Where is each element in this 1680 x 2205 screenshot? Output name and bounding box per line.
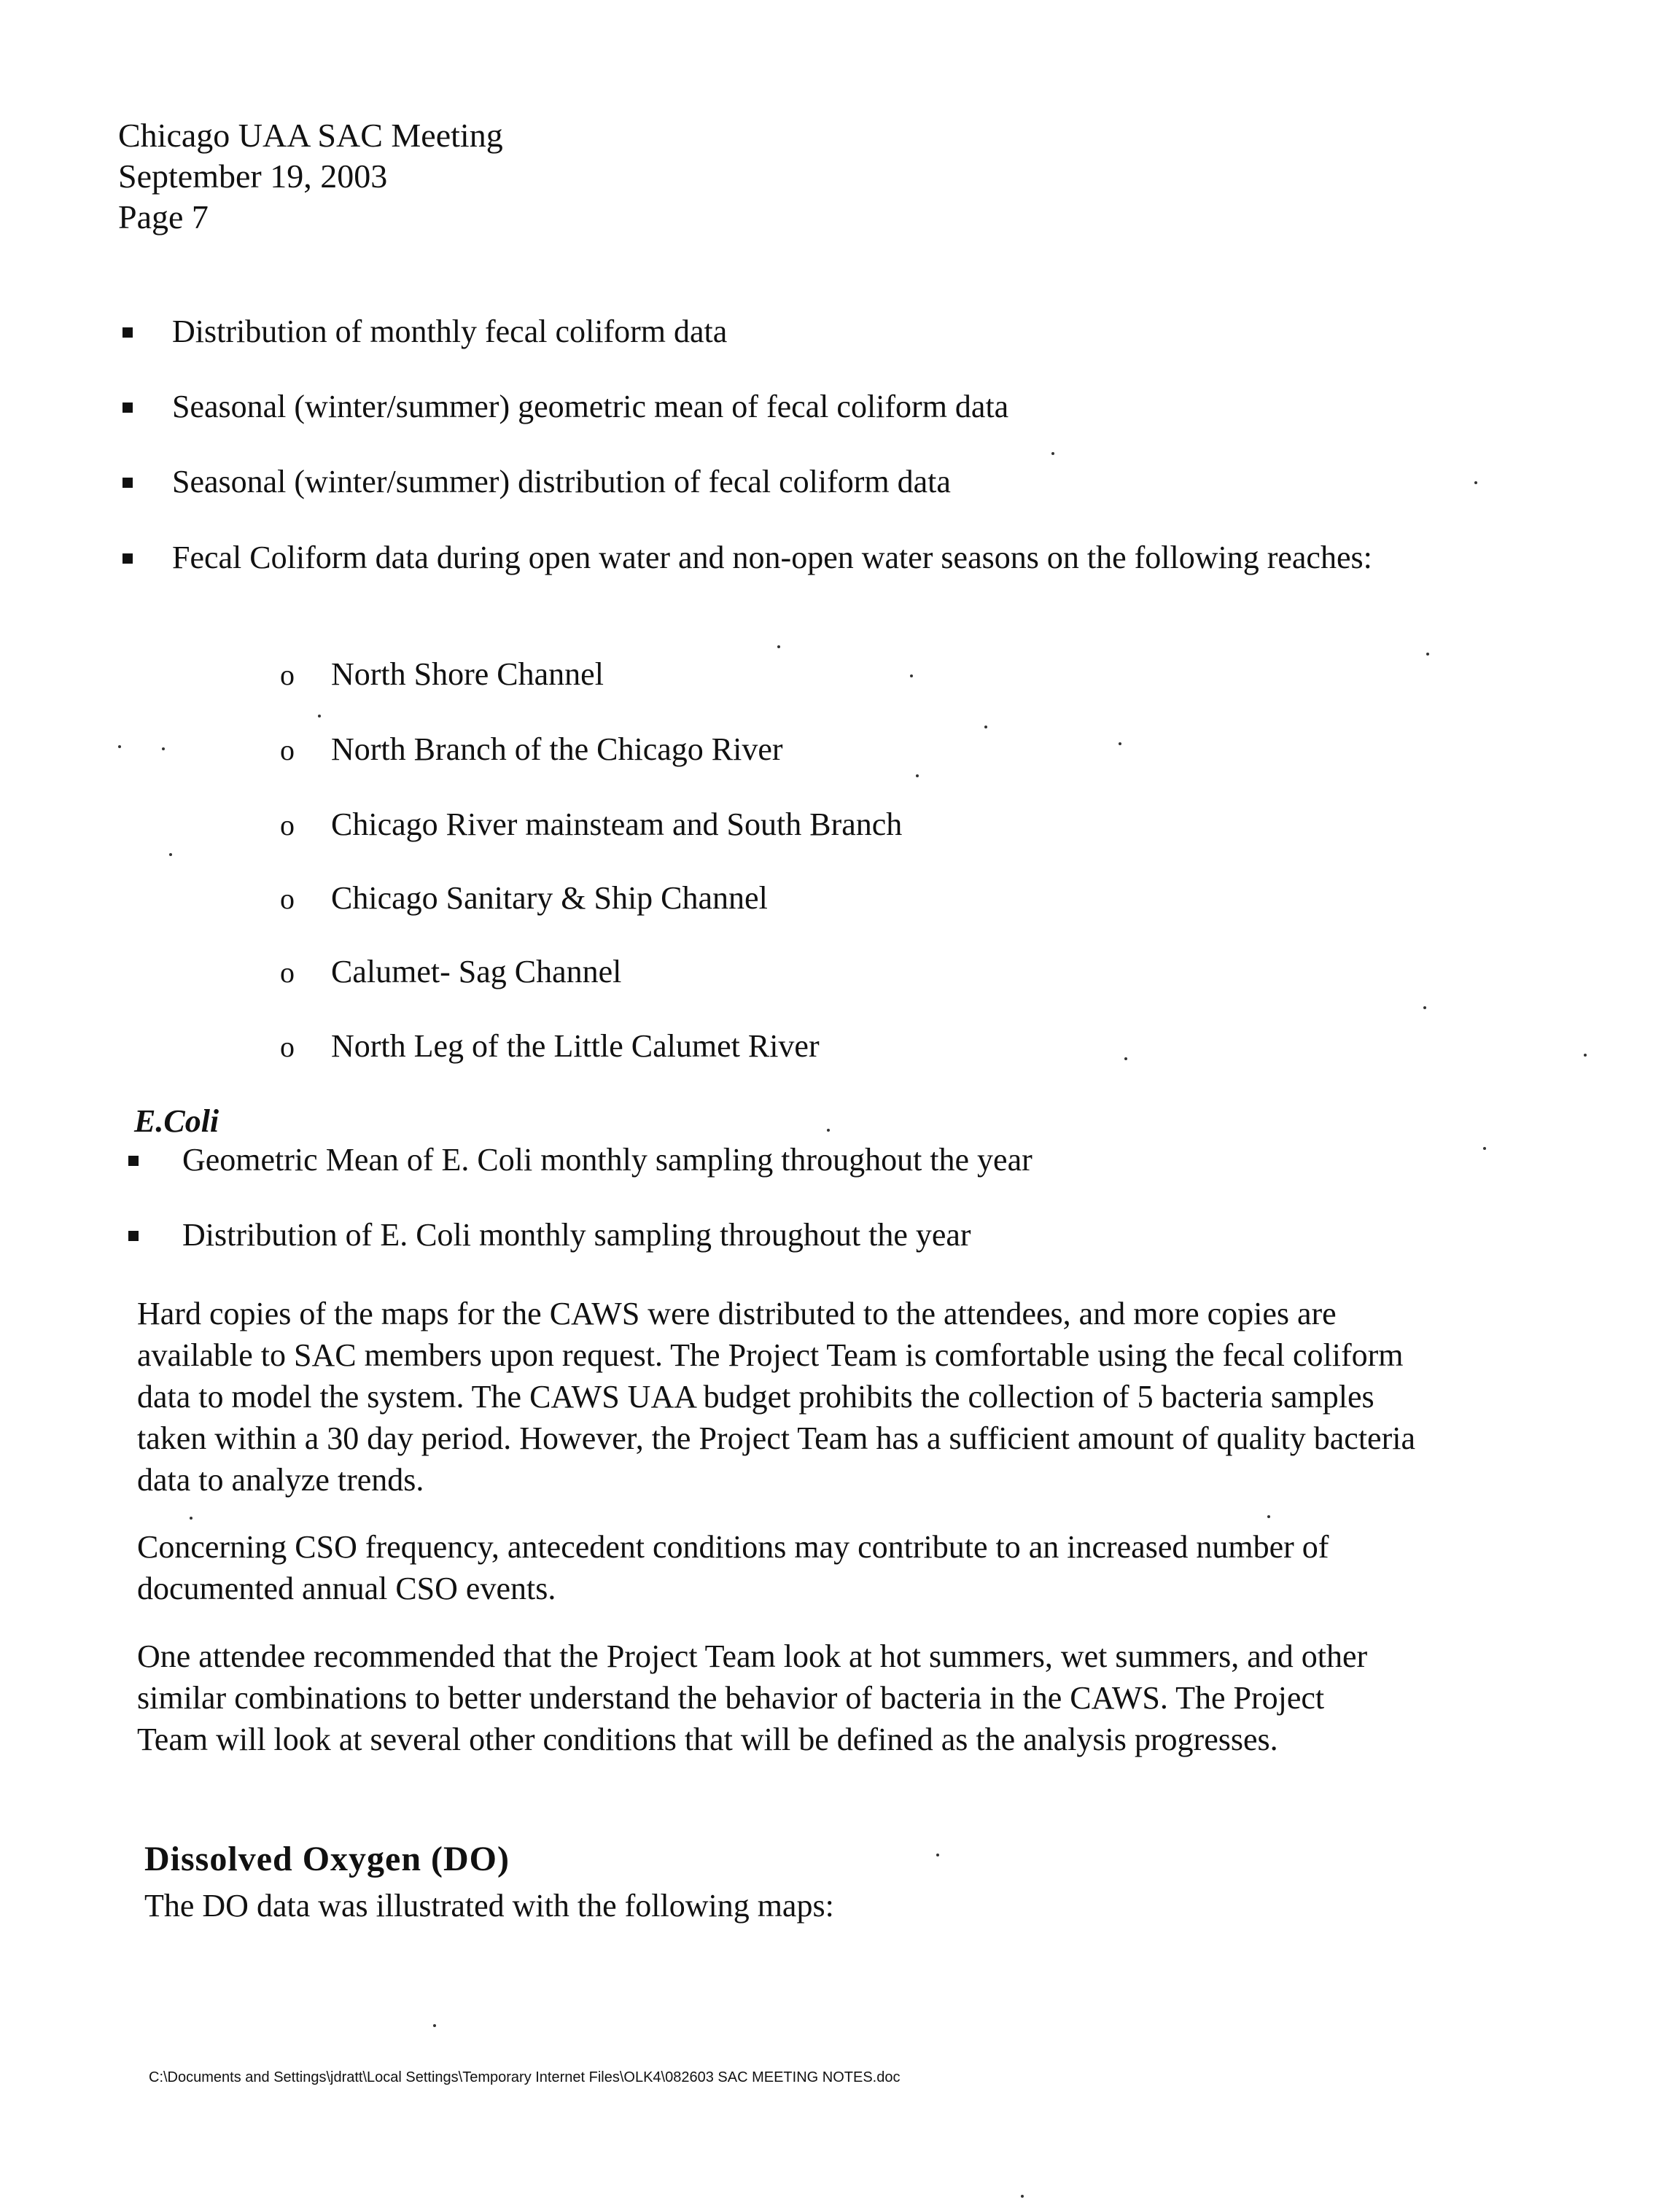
- reach-label: North Shore Channel: [331, 656, 604, 692]
- scan-speck: [162, 747, 165, 750]
- file-path-footer: C:\Documents and Settings\jdratt\Local Settings\Temporary Internet Files\OLK4\082603 SAC MEETING NOTES.doc: [149, 2069, 901, 2085]
- bullet-text: Seasonal (winter/summer) geometric mean of fecal coliform data: [172, 389, 1009, 424]
- ecoli-heading: E.Coli: [134, 1103, 219, 1139]
- circle-bullet-icon: o: [280, 956, 295, 989]
- fecal-bullet-2: [118, 386, 1445, 427]
- reach-label: Calumet- Sag Channel: [331, 954, 622, 989]
- reach-item: [280, 654, 604, 696]
- ecoli-bullet-1: [124, 1140, 1451, 1181]
- fecal-bullet-3: [118, 462, 1445, 502]
- square-bullet-icon: [122, 327, 133, 338]
- meeting-title: Chicago UAA SAC Meeting: [118, 117, 503, 154]
- paragraph-cso: Concerning CSO frequency, antecedent conditions may contribute to an increased number of documented annual CSO events.: [137, 1529, 1329, 1606]
- circle-bullet-icon: o: [280, 734, 295, 766]
- scan-speck: [190, 1517, 192, 1520]
- scan-speck: [118, 745, 121, 748]
- fecal-bullet-4: [118, 537, 1401, 578]
- bullet-text: Distribution of monthly fecal coliform data: [172, 314, 728, 349]
- square-bullet-icon: [122, 553, 133, 564]
- reach-item: [280, 1026, 820, 1068]
- reach-item: [280, 952, 621, 993]
- fecal-bullet-1: [118, 311, 1445, 352]
- reach-label: Chicago Sanitary & Ship Channel: [331, 880, 768, 916]
- ecoli-bullet-2: [124, 1215, 1451, 1256]
- scan-speck: [1474, 481, 1477, 484]
- scan-speck: [318, 715, 321, 718]
- scan-speck: [1423, 1006, 1426, 1009]
- do-intro: The DO data was illustrated with the following maps:: [144, 1888, 834, 1924]
- scan-speck: [1051, 452, 1054, 455]
- scan-speck: [777, 645, 780, 648]
- square-bullet-icon: [128, 1231, 139, 1241]
- circle-bullet-icon: o: [280, 1030, 295, 1063]
- paragraph-attendee: One attendee recommended that the Project Team look at hot summers, wet summers, and other similar combinations to better understand the behavior of bacteria in the CAWS. The Project Team will look at several other conditions that will be defined as the analysis progresses.: [137, 1638, 1368, 1757]
- reach-item: [280, 878, 768, 919]
- scan-speck: [1483, 1147, 1486, 1150]
- scan-speck: [1021, 2195, 1024, 2198]
- scan-speck: [1124, 1057, 1127, 1060]
- square-bullet-icon: [122, 478, 133, 488]
- meeting-date: September 19, 2003: [118, 158, 388, 195]
- square-bullet-icon: [128, 1156, 139, 1166]
- reach-label: North Leg of the Little Calumet River: [331, 1028, 820, 1064]
- reach-item: [280, 804, 902, 846]
- circle-bullet-icon: o: [280, 809, 295, 841]
- bullet-text: Distribution of E. Coli monthly sampling throughout the year: [182, 1217, 971, 1253]
- scan-speck: [936, 1854, 939, 1856]
- reach-label: North Branch of the Chicago River: [331, 731, 783, 767]
- square-bullet-icon: [122, 402, 133, 413]
- document-header: [118, 115, 503, 238]
- scan-speck: [984, 726, 987, 728]
- bullet-text: Seasonal (winter/summer) distribution of fecal coliform data: [172, 464, 951, 499]
- do-section-heading: Dissolved Oxygen (DO): [144, 1840, 510, 1878]
- scan-speck: [433, 2024, 436, 2027]
- scan-speck: [916, 774, 919, 777]
- scan-speck: [169, 853, 172, 856]
- scan-speck: [827, 1129, 830, 1132]
- bullet-text: Geometric Mean of E. Coli monthly sampling throughout the year: [182, 1142, 1032, 1178]
- reach-item: [280, 729, 783, 771]
- paragraph-maps: Hard copies of the maps for the CAWS were distributed to the attendees, and more copies are available to SAC members upon request. The Project Team is comfortable using the fecal coliform data to model the system. The CAWS UAA budget prohibits the collection of 5 bacteria samples taken within a 30 day period. However, the Project Team has a sufficient amount of quality bacteria data to analyze trends.: [137, 1296, 1415, 1498]
- circle-bullet-icon: o: [280, 882, 295, 915]
- scan-speck: [1267, 1515, 1270, 1518]
- scan-speck: [1584, 1054, 1587, 1057]
- reach-label: Chicago River mainsteam and South Branch: [331, 806, 903, 842]
- circle-bullet-icon: o: [280, 658, 295, 691]
- bullet-text: Fecal Coliform data during open water and non-open water seasons on the following reaches:: [172, 540, 1372, 575]
- scan-speck: [910, 674, 913, 677]
- scan-speck: [1119, 742, 1121, 745]
- scan-speck: [1426, 653, 1429, 656]
- page-number: Page 7: [118, 198, 209, 236]
